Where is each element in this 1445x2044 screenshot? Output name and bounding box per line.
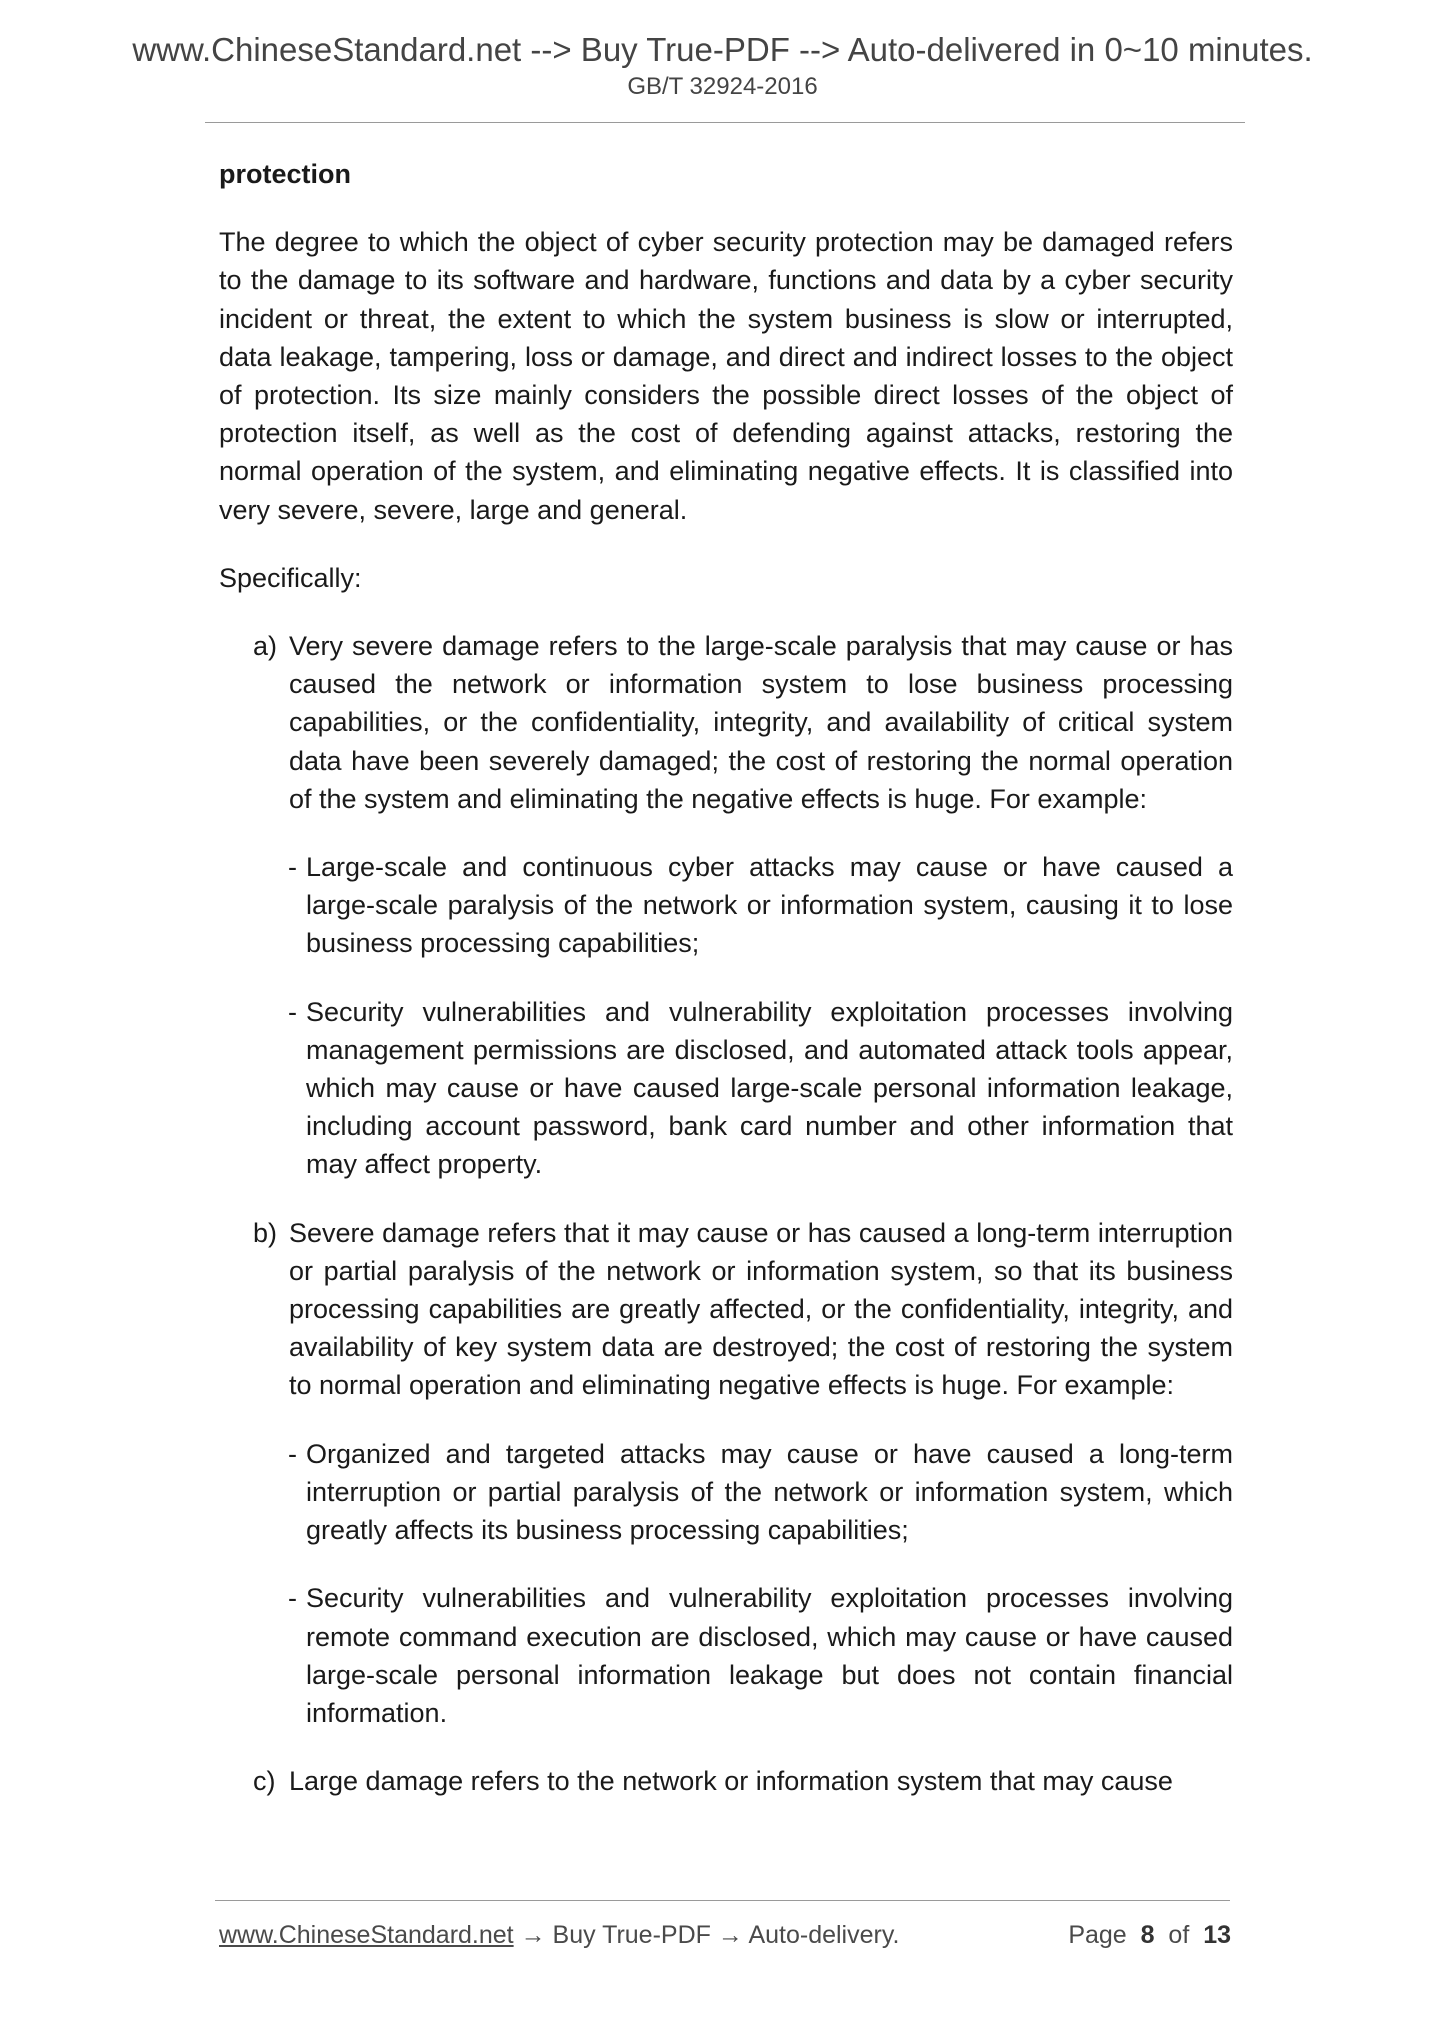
dash-marker: - [288, 1583, 297, 1614]
page-content [219, 155, 1233, 1830]
example-text: Security vulnerabilities and vulnerability exploitation processes involving remote command execution are disclosed, which may cause or have caused large-scale personal information leakage but does not contain financial information. [306, 1583, 1233, 1728]
website-link[interactable]: www.ChineseStandard.net [219, 1921, 514, 1949]
intro-paragraph: The degree to which the object of cyber security protection may be damaged refers to the damage to its software and hardware, functions and data by a cyber security incident or threat, the extent to which the system business is slow or interrupted, data leakage, tampering, loss or damage, and direct and indirect losses to the object of protection. Its size mainly considers the possible direct losses of the object of protection itself, as well as the cost of defending against attacks, restoring the normal operation of the system, and eliminating negative effects. It is classified into very severe, severe, large and general. [219, 227, 1233, 525]
list-marker-c: c) [253, 1766, 276, 1797]
total-pages: 13 [1203, 1921, 1231, 1949]
current-page: 8 [1140, 1921, 1155, 1949]
footer-divider [215, 1900, 1230, 1901]
specifically-label: Specifically: [219, 562, 362, 593]
example-item [219, 1435, 1233, 1550]
auto-delivery-text: Auto-delivery. [748, 1921, 900, 1949]
header-banner: www.ChineseStandard.net --> Buy True-PDF --> Auto-delivered in 0~10 minutes. [132, 31, 1313, 68]
buy-text: Buy True-PDF [552, 1921, 711, 1949]
document-id: GB/T 32924-2016 [627, 73, 818, 100]
list-item-text: Very severe damage refers to the large-scale paralysis that may cause or has caused the network or information system to lose business processing capabilities, or the confidentiality, integrity, and availability of critical system data have been severely damaged; the cost of restoring the normal operation of the system and eliminating the negative effects is huge. For example: [289, 631, 1233, 814]
header-divider [205, 122, 1245, 123]
dash-marker: - [288, 852, 297, 883]
list-item-a [219, 627, 1233, 818]
arrow-icon: → [717, 1921, 743, 1949]
example-item [219, 848, 1233, 963]
list-marker-b: b) [253, 1217, 278, 1248]
list-item-text: Large damage refers to the network or information system that may cause [289, 1766, 1173, 1797]
arrow-icon: → [520, 1921, 546, 1949]
list-item-text: Severe damage refers that it may cause or has caused a long-term interruption or partial paralysis of the network or information system, so that its business processing capabilities are greatly affected, or the confidentiality, integrity, and availability of key system data are destroyed; the cost of restoring the system to normal operation and eliminating negative effects is huge. For example: [289, 1217, 1233, 1401]
page-number [1068, 1918, 1231, 1952]
example-item [219, 993, 1233, 1184]
example-text: Organized and targeted attacks may cause or have caused a long-term interruption or partial paralysis of the network or information system, which greatly affects its business processing capabilities; [306, 1438, 1233, 1546]
example-text: Security vulnerabilities and vulnerability exploitation processes involving management permissions are disclosed, and automated attack tools appear, which may cause or have caused large-scale personal information leakage, including account password, bank card number and other information that may affect property. [306, 996, 1233, 1180]
example-text: Large-scale and continuous cyber attacks may cause or have caused a large-scale paralysis of the network or information system, causing it to lose business processing capabilities; [306, 852, 1233, 959]
footer-promo [219, 1918, 899, 1952]
list-item-b [219, 1214, 1233, 1405]
section-heading: protection [219, 159, 351, 189]
list-item-c [219, 1762, 1233, 1800]
page-label: Page [1068, 1921, 1127, 1949]
list-marker-a: a) [253, 631, 278, 662]
of-label: of [1168, 1921, 1190, 1949]
dash-marker: - [288, 1438, 297, 1469]
example-item [219, 1579, 1233, 1732]
dash-marker: - [288, 996, 297, 1027]
